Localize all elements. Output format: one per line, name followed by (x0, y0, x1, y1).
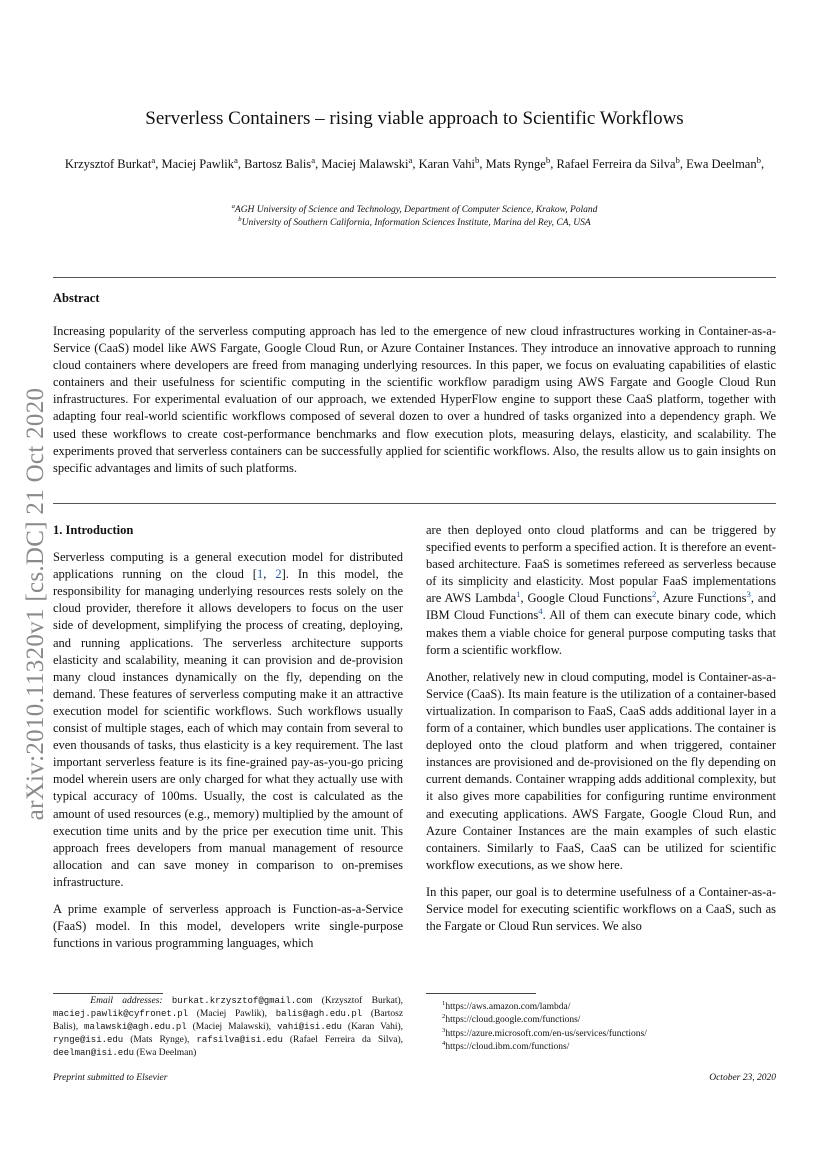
email-address[interactable]: malawski@agh.edu.pl (84, 1022, 187, 1032)
column-left (53, 522, 403, 962)
rule-top (53, 277, 776, 278)
author: Maciej Malawski$^a$ (321, 154, 413, 171)
affiliations (53, 204, 776, 230)
affiliation: $^b$University of Southern California, Information Sciences Institute, Marina del Rey, CA, USA (238, 215, 591, 228)
email-address[interactable]: rafsilva@isi.edu (196, 1035, 283, 1045)
footnote-link[interactable]: 2 (652, 589, 657, 600)
rule-bottom (53, 503, 776, 504)
author: Karan Vahi$^b$ (418, 154, 480, 171)
abstract-body: Increasing popularity of the serverless computing approach has led to the emergence of new cloud infrastructures working in Container-as-a-Service (CaaS) model like AWS Fargate, Google Cloud Run, or Azure Container Instances. They introduce an innovative approach to running cloud containers where developers are freed from managing underlying resources. In this paper, we focus on evaluating capabilities of elastic containers and their usefulness for scientific computing in the scientific workflow paradigm using AWS Fargate and Google Cloud Run infrastructures. For experimental evaluation of our approach, we extended HyperFlow engine to support these CaaS platform, together with adapting four real-world scientific workflows composed of several dozen to over a hundred of tasks organized into a dependency graph. We used these workflows to create cost-performance benchmarks and flow execution plots, measuring delays, elasticity, and scalability. The experiments proved that serverless containers can be successfully applied for scientific workflows. Also, the results allow us to gain insights on specific advantages and limits of such platforms. (53, 324, 776, 475)
paragraph: A prime example of serverless approach is Function-as-a-Service (FaaS) model. In this model, developers write single-purpose functions in various programming languages, which (53, 901, 403, 951)
email-address[interactable]: vahi@isi.edu (277, 1022, 342, 1032)
citation-link[interactable]: 1 (256, 567, 264, 582)
footnote: $^4$https://cloud.ibm.com/functions/ (442, 1039, 570, 1052)
paragraph: Serverless computing is a general execution model for distributed applications running on the cloud [1, 2]. In this model, the responsibility for managing underlying resources rests solely on the cloud provider, therefore it allows developers to focus on the user side of development, simplifying the process of creating, deploying, and running applications. The serverless architecture supports elasticity and scalability, meaning it can provision and de-provision many cloud instances dynamically on the fly, depending on the demand. These features of serverless computing make it an attractive execution model for scientific workflows. Such workflows usually consist of multiple stages, each of which may contain from several to even thousands of tasks, thus elasticity is a key requirement. The last important serverless feature is its fine-grained pay-as-you-go pricing model wherein users are only charged for what they actually use with typical accuracy of 100ms. Usually, the cost is calculated as the amount of used resources (e.g., memory) multiplied by the amount of execution time units and by the price per execution time unit. This approach frees developers from manual management of resource allocation and can save money in comparison to on-premises infrastructure. (53, 550, 403, 889)
footnote-url[interactable]: https://azure.microsoft.com/en-us/services/functions/ (445, 1028, 647, 1039)
section-heading: 1. Introduction (53, 523, 134, 537)
affiliation: $^a$AGH University of Science and Technology, Department of Computer Science, Krakow, Poland (231, 202, 598, 215)
author-list: Krzysztof Burkat$^a$, Maciej Pawlik$^a$, Bartosz Balis$^a$, Maciej Malawski$^a$, Karan Vahi$^b$, Mats Rynge$^b$, Rafael Ferreira da Silva$^b$, Ewa Deelman$^b$, (64, 154, 765, 171)
paragraph: are then deployed onto cloud platforms and can be triggered by specified events to perform a specified action. It is therefore an event-based architecture. FaaS is sometimes refereed as serverless because of its simplicity and elasticity. Most popular FaaS implementations are AWS Lambda$^1$, Google Cloud Functions$^2$, Azure Functions$^3$, and IBM Cloud Functions$^4$. All of them can execute binary code, which makes them a viable choice for general purpose computing tasks that form a scientific workflow. (426, 523, 776, 657)
footnote-rule-left (53, 993, 163, 994)
email-address[interactable]: deelman@isi.edu (53, 1048, 135, 1058)
footnote-link[interactable]: 1 (516, 589, 521, 600)
email-footnote: Email addresses: burkat.krzysztof@gmail.com (Krzysztof Burkat), maciej.pawlik@cyfronet.pl (Maciej Pawlik), balis@agh.edu.pl (Bartosz Balis), malawski@agh.edu.pl (Maciej Malawski), vahi@isi.edu (Karan Vahi), rynge@isi.edu (Mats Rynge), rafsilva@isi.edu (Rafael Ferreira da Silva), deelman@isi.edu (Ewa Deelman) (53, 996, 404, 1058)
footnote-url[interactable]: https://aws.amazon.com/lambda/ (445, 1002, 571, 1012)
footnote: $^2$https://cloud.google.com/functions/ (442, 1013, 581, 1026)
email-address[interactable]: rynge@isi.edu (53, 1035, 124, 1045)
abstract-heading: Abstract (53, 291, 100, 305)
footnote-link[interactable]: 4 (538, 606, 543, 617)
author: Rafael Ferreira da Silva$^b$ (556, 154, 680, 171)
column-right (426, 522, 776, 945)
author: Maciej Pawlik$^a$ (161, 154, 238, 171)
paper-title: Serverless Containers – rising viable approach to Scientific Workflows (145, 108, 684, 129)
footnote-url[interactable]: https://cloud.google.com/functions/ (445, 1015, 581, 1026)
author: Krzysztof Burkat$^a$ (64, 154, 156, 171)
footnote-url[interactable]: https://cloud.ibm.com/functions/ (445, 1041, 570, 1052)
email-address[interactable]: balis@agh.edu.pl (275, 1009, 363, 1019)
citation-link[interactable]: 2 (275, 567, 282, 582)
footer-date: October 23, 2020 (709, 1073, 776, 1083)
footnote-rule-right (426, 993, 536, 994)
email-address[interactable]: burkat.krzysztof@gmail.com (171, 996, 313, 1006)
author: Ewa Deelman$^b$ (686, 154, 761, 171)
footnote: $^3$https://azure.microsoft.com/en-us/services/functions/ (442, 1026, 647, 1039)
footer-preprint: Preprint submitted to Elsevier (53, 1073, 168, 1083)
url-footnotes (442, 1001, 776, 1054)
paragraph: In this paper, our goal is to determine usefulness of a Container-as-a-Service model for executing scientific workflows on a CaaS, such as the Fargate or Cloud Run services. We also (426, 884, 776, 934)
author: Bartosz Balis$^a$ (244, 154, 316, 171)
footnote-link[interactable]: 3 (746, 589, 751, 600)
author: Mats Rynge$^b$ (485, 154, 551, 171)
email-address[interactable]: maciej.pawlik@cyfronet.pl (53, 1009, 189, 1019)
footnote: $^1$https://aws.amazon.com/lambda/ (442, 999, 571, 1012)
paragraph: Another, relatively new in cloud computing, model is Container-as-a-Service (CaaS). Its main feature is the utilization of a container-based virtualization. In comparison to FaaS, CaaS adds additional layer in a form of a container, which bundles user applications. The container is deployed onto the cloud platform and when triggered, container instances are provisioned and de-provisioned on the fly depending on current demands. Container wrapping adds additional complexity, but it also gives more capabilities for configuring runtime environment and executing applications. AWS Fargate, Google Cloud Run, and Azure Container Instances are the main examples of such elastic containers. Similarly to FaaS, CaaS can be utilized for scientific workflow executions, as we show here. (426, 669, 776, 872)
